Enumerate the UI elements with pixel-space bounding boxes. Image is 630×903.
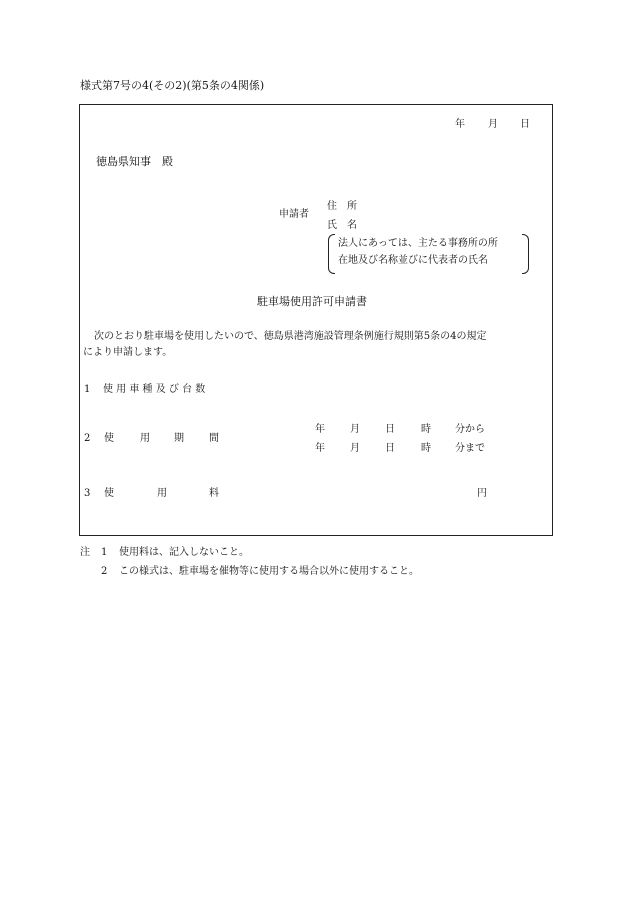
item2-label-a: 使	[104, 433, 114, 444]
to-day: 日	[385, 443, 395, 454]
form-number: 様式第7号の4(その2)(第5条の4関係)	[80, 79, 265, 92]
to-month: 月	[350, 443, 360, 454]
applicant-label: 申請者	[279, 209, 309, 220]
from-day: 日	[385, 424, 395, 435]
from-month: 月	[350, 424, 360, 435]
fee-unit: 円	[477, 488, 487, 499]
item3-label-c: 料	[209, 488, 219, 499]
item3-label-a: 使	[104, 488, 114, 499]
to-year: 年	[315, 443, 325, 454]
name-label: 氏 名	[327, 220, 357, 231]
to-minute: 分まで	[455, 443, 485, 454]
item3-number: 3	[84, 488, 91, 499]
date-day: 日	[520, 119, 530, 130]
addressee: 徳島県知事 殿	[96, 155, 173, 168]
form-frame	[79, 104, 553, 536]
to-hour: 時	[421, 443, 431, 454]
item2-number: 2	[84, 433, 91, 444]
item2-label-b: 用	[140, 433, 150, 444]
item2-label-c: 期	[174, 433, 184, 444]
address-label: 住 所	[327, 201, 357, 212]
note1-text: 使用料は、記入しないこと。	[119, 547, 249, 558]
date-month: 月	[488, 119, 498, 130]
item3-label-b: 用	[157, 488, 167, 499]
item1-number: 1	[84, 384, 91, 395]
notes-prefix: 注	[80, 547, 90, 558]
note2-text: この様式は、駐車場を催物等に使用する場合以外に使用すること。	[119, 566, 419, 577]
corp-note-line2: 在地及び名称並びに代表者の氏名	[338, 255, 488, 266]
document-title: 駐車場使用許可申請書	[257, 295, 367, 308]
date-year: 年	[455, 119, 465, 130]
body-line2: により申請します。	[83, 347, 173, 358]
corp-note-line1: 法人にあっては、主たる事務所の所	[338, 238, 498, 249]
body-line1: 次のとおり駐車場を使用したいので、徳島県港湾施設管理条例施行規則第5条の4の規定	[94, 331, 487, 342]
item2-label-d: 間	[209, 433, 219, 444]
note2-number: 2	[101, 566, 108, 577]
note-bracket-left	[328, 234, 335, 274]
from-year: 年	[315, 424, 325, 435]
note1-number: 1	[101, 547, 108, 558]
note-bracket-right	[522, 234, 529, 274]
from-hour: 時	[421, 424, 431, 435]
item1-label: 使 用 車 種 及 び 台 数	[103, 384, 206, 395]
from-minute: 分から	[455, 424, 485, 435]
